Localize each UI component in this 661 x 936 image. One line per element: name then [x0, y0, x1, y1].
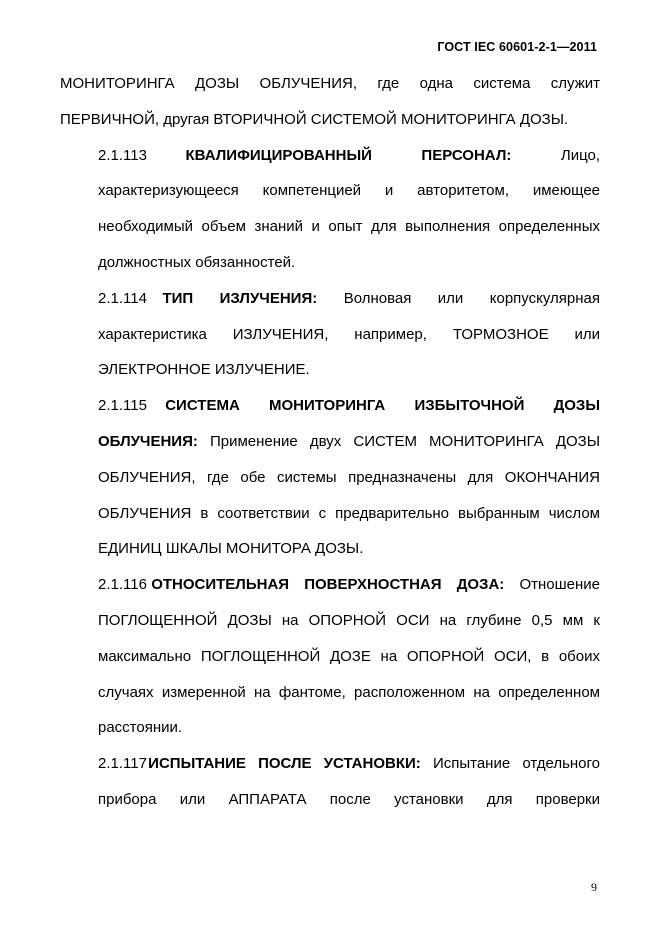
defined-term: КВАЛИФИЦИРОВАННЫЙ ПЕРСОНАЛ: — [185, 146, 512, 164]
definition-text: Лицо, характеризующееся компетенцией и авторитетом, имеющее необходимый объем знаний и опыт для выполнения определенных должностных обязанностей. — [98, 146, 601, 271]
definition-text: Испытание отдельного прибора или АППАРАТА после установки для проверки — [98, 755, 601, 808]
clause-number: 2.1.116 — [98, 576, 147, 594]
definition-text: Отношение ПОГЛОЩЕННОЙ ДОЗЫ на ОПОРНОЙ ОСИ на глубине 0,5 мм к максимально ПОГЛОЩЕННОЙ ДОЗЕ на ОПОРНОЙ ОСИ, в обоих случаях измеренной на фантоме, расположенном на определенном расстоянии. — [98, 576, 601, 737]
defined-term: ОТНОСИТЕЛЬНАЯ ПОВЕРХНОСТНАЯ ДОЗА: — [151, 576, 505, 594]
page-number: 9 — [591, 880, 597, 894]
definition-2-1-114 — [60, 281, 600, 388]
clause-number: 2.1.117 — [98, 755, 147, 773]
definition-text: Применение двух СИСТЕМ МОНИТОРИНГА ДОЗЫ ОБЛУЧЕНИЯ, где обе системы предназначены для ОКОНЧАНИЯ ОБЛУЧЕНИЯ в соответствии с предварительно выбранным числом ЕДИНИЦ ШКАЛЫ МОНИТОРА ДОЗЫ. — [98, 432, 600, 558]
definition-2-1-113 — [60, 138, 600, 281]
clause-number: 2.1.115 — [98, 397, 147, 415]
defined-term: ИСПЫТАНИЕ ПОСЛЕ УСТАНОВКИ: — [148, 755, 421, 773]
defined-term: СИСТЕМА МОНИТОРИНГА ИЗБЫТОЧНОЙ ДОЗЫ ОБЛУЧЕНИЯ: — [98, 397, 601, 450]
clause-number: 2.1.113 — [98, 146, 147, 164]
definition-2-1-116 — [60, 567, 600, 746]
document-header: ГОСТ IEC 60601-2-1—2011 — [437, 40, 597, 54]
definition-2-1-117 — [60, 746, 600, 818]
definition-text: Волновая или корпускулярная характеристика ИЗЛУЧЕНИЯ, например, ТОРМОЗНОЕ или ЭЛЕКТРОННОЕ ИЗЛУЧЕНИЕ. — [98, 289, 600, 379]
defined-term: ТИП ИЗЛУЧЕНИЯ: — [162, 289, 318, 307]
document-body — [60, 66, 600, 818]
clause-number: 2.1.114 — [98, 289, 147, 307]
definition-2-1-115 — [60, 388, 600, 567]
continuation-paragraph: МОНИТОРИНГА ДОЗЫ ОБЛУЧЕНИЯ, где одна система служит ПЕРВИЧНОЙ, другая ВТОРИЧНОЙ СИСТЕМОЙ МОНИТОРИНГА ДОЗЫ. — [60, 75, 600, 128]
